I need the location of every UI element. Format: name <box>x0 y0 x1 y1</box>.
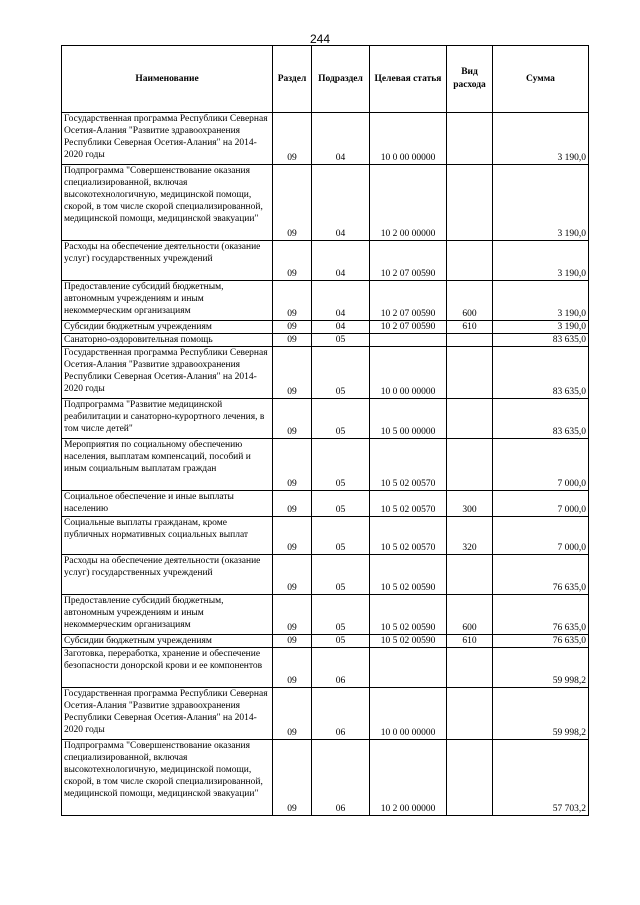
cell-target: 10 2 00 00000 <box>370 165 447 241</box>
cell-expense-type <box>447 688 493 740</box>
cell-name: Предоставление субсидий бюджетным, автономным учреждениям и иным некоммерческим организациям <box>62 595 273 635</box>
header-subsection: Подраздел <box>312 46 370 113</box>
page-number: 244 <box>309 32 331 46</box>
cell-expense-type <box>447 165 493 241</box>
table-row <box>62 321 589 334</box>
cell-subsection: 05 <box>312 491 370 517</box>
cell-amount: 3 190,0 <box>493 321 589 334</box>
cell-subsection: 06 <box>312 688 370 740</box>
cell-expense-type <box>447 241 493 281</box>
cell-section: 09 <box>273 165 312 241</box>
header-section: Раздел <box>273 46 312 113</box>
cell-amount: 83 635,0 <box>493 399 589 439</box>
cell-expense-type <box>447 555 493 595</box>
cell-subsection: 05 <box>312 347 370 399</box>
cell-target: 10 0 00 00000 <box>370 688 447 740</box>
table-row <box>62 740 589 816</box>
cell-expense-type <box>447 334 493 347</box>
cell-expense-type <box>447 648 493 688</box>
cell-name: Субсидии бюджетным учреждениям <box>62 635 273 648</box>
cell-target: 10 2 07 00590 <box>370 321 447 334</box>
cell-subsection: 05 <box>312 334 370 347</box>
cell-amount: 7 000,0 <box>493 439 589 491</box>
cell-target: 10 5 02 00570 <box>370 439 447 491</box>
cell-expense-type <box>447 740 493 816</box>
cell-name: Санаторно-оздоровительная помощь <box>62 334 273 347</box>
cell-section: 09 <box>273 399 312 439</box>
cell-section: 09 <box>273 595 312 635</box>
budget-table <box>61 45 589 816</box>
cell-amount: 76 635,0 <box>493 595 589 635</box>
cell-subsection: 04 <box>312 241 370 281</box>
cell-amount: 3 190,0 <box>493 281 589 321</box>
cell-amount: 59 998,2 <box>493 648 589 688</box>
cell-subsection: 05 <box>312 595 370 635</box>
table-row <box>62 635 589 648</box>
cell-expense-type: 610 <box>447 321 493 334</box>
cell-section: 09 <box>273 635 312 648</box>
cell-target: 10 5 00 00000 <box>370 399 447 439</box>
cell-subsection: 05 <box>312 635 370 648</box>
cell-name: Расходы на обеспечение деятельности (оказание услуг) государственных учреждений <box>62 241 273 281</box>
cell-name: Государственная программа Республики Северная Осетия-Алания "Развитие здравоохранения Республики Северная Осетия-Алания" на 2014-2020 годы <box>62 347 273 399</box>
table-row <box>62 281 589 321</box>
cell-name: Предоставление субсидий бюджетным, автономным учреждениям и иным некоммерческим организациям <box>62 281 273 321</box>
cell-expense-type: 300 <box>447 491 493 517</box>
cell-expense-type <box>447 347 493 399</box>
cell-section: 09 <box>273 517 312 555</box>
cell-target: 10 5 02 00570 <box>370 517 447 555</box>
cell-name: Социальное обеспечение и иные выплаты населению <box>62 491 273 517</box>
cell-amount: 3 190,0 <box>493 165 589 241</box>
cell-amount: 7 000,0 <box>493 517 589 555</box>
cell-section: 09 <box>273 491 312 517</box>
table-header-row <box>62 46 589 113</box>
cell-target: 10 2 07 00590 <box>370 241 447 281</box>
cell-name: Подпрограмма "Совершенствование оказания специализированной, включая высокотехнологичную, медицинской помощи, скорой, в том числе скорой специализированной, медицинской помощи, медицинской эвакуации" <box>62 165 273 241</box>
cell-expense-type <box>447 399 493 439</box>
cell-target: 10 5 02 00590 <box>370 595 447 635</box>
header-target: Целевая статья <box>370 46 447 113</box>
cell-amount: 7 000,0 <box>493 491 589 517</box>
cell-name: Расходы на обеспечение деятельности (оказание услуг) государственных учреждений <box>62 555 273 595</box>
cell-target: 10 0 00 00000 <box>370 113 447 165</box>
cell-section: 09 <box>273 334 312 347</box>
cell-subsection: 04 <box>312 165 370 241</box>
cell-expense-type: 600 <box>447 281 493 321</box>
cell-section: 09 <box>273 321 312 334</box>
cell-amount: 3 190,0 <box>493 113 589 165</box>
cell-section: 09 <box>273 281 312 321</box>
cell-name: Государственная программа Республики Северная Осетия-Алания "Развитие здравоохранения Республики Северная Осетия-Алания" на 2014-2020 годы <box>62 113 273 165</box>
table-row <box>62 399 589 439</box>
table-row <box>62 439 589 491</box>
header-expense-type: Вид расхода <box>447 46 493 113</box>
cell-expense-type: 600 <box>447 595 493 635</box>
table-row <box>62 555 589 595</box>
table-row <box>62 113 589 165</box>
cell-subsection: 05 <box>312 555 370 595</box>
table-row <box>62 334 589 347</box>
cell-expense-type <box>447 439 493 491</box>
cell-target: 10 5 02 00590 <box>370 555 447 595</box>
cell-amount: 57 703,2 <box>493 740 589 816</box>
cell-section: 09 <box>273 648 312 688</box>
cell-amount: 3 190,0 <box>493 241 589 281</box>
cell-amount: 59 998,2 <box>493 688 589 740</box>
cell-subsection: 04 <box>312 321 370 334</box>
cell-section: 09 <box>273 113 312 165</box>
cell-amount: 83 635,0 <box>493 334 589 347</box>
cell-section: 09 <box>273 439 312 491</box>
cell-subsection: 06 <box>312 740 370 816</box>
cell-name: Заготовка, переработка, хранение и обеспечение безопасности донорской крови и ее компонентов <box>62 648 273 688</box>
cell-subsection: 06 <box>312 648 370 688</box>
cell-section: 09 <box>273 241 312 281</box>
cell-target: 10 2 00 00000 <box>370 740 447 816</box>
table-row <box>62 165 589 241</box>
cell-amount: 83 635,0 <box>493 347 589 399</box>
cell-name: Мероприятия по социальному обеспечению населения, выплатам компенсаций, пособий и иным социальным выплатам граждан <box>62 439 273 491</box>
cell-name: Государственная программа Республики Северная Осетия-Алания "Развитие здравоохранения Республики Северная Осетия-Алания" на 2014-2020 годы <box>62 688 273 740</box>
table-row <box>62 517 589 555</box>
cell-section: 09 <box>273 555 312 595</box>
table-row <box>62 241 589 281</box>
cell-target <box>370 334 447 347</box>
cell-subsection: 05 <box>312 517 370 555</box>
cell-subsection: 04 <box>312 113 370 165</box>
cell-section: 09 <box>273 347 312 399</box>
cell-target <box>370 648 447 688</box>
cell-amount: 76 635,0 <box>493 635 589 648</box>
cell-name: Подпрограмма "Развитие медицинской реабилитации и санаторно-курортного лечения, в том числе детей" <box>62 399 273 439</box>
cell-target: 10 5 02 00590 <box>370 635 447 648</box>
cell-target: 10 5 02 00570 <box>370 491 447 517</box>
cell-section: 09 <box>273 740 312 816</box>
cell-subsection: 05 <box>312 439 370 491</box>
table-row <box>62 347 589 399</box>
cell-name: Субсидии бюджетным учреждениям <box>62 321 273 334</box>
cell-expense-type: 610 <box>447 635 493 648</box>
cell-expense-type: 320 <box>447 517 493 555</box>
cell-subsection: 05 <box>312 399 370 439</box>
cell-section: 09 <box>273 688 312 740</box>
header-name: Наименование <box>62 46 273 113</box>
table-row <box>62 688 589 740</box>
cell-expense-type <box>447 113 493 165</box>
cell-name: Подпрограмма "Совершенствование оказания специализированной, включая высокотехнологичную, медицинской помощи, скорой, в том числе скорой специализированной, медицинской помощи, медицинской эвакуации" <box>62 740 273 816</box>
cell-amount: 76 635,0 <box>493 555 589 595</box>
cell-name: Социальные выплаты гражданам, кроме публичных нормативных социальных выплат <box>62 517 273 555</box>
table-row <box>62 595 589 635</box>
header-amount: Сумма <box>493 46 589 113</box>
cell-subsection: 04 <box>312 281 370 321</box>
cell-target: 10 2 07 00590 <box>370 281 447 321</box>
table-row <box>62 648 589 688</box>
cell-target: 10 0 00 00000 <box>370 347 447 399</box>
table-row <box>62 491 589 517</box>
